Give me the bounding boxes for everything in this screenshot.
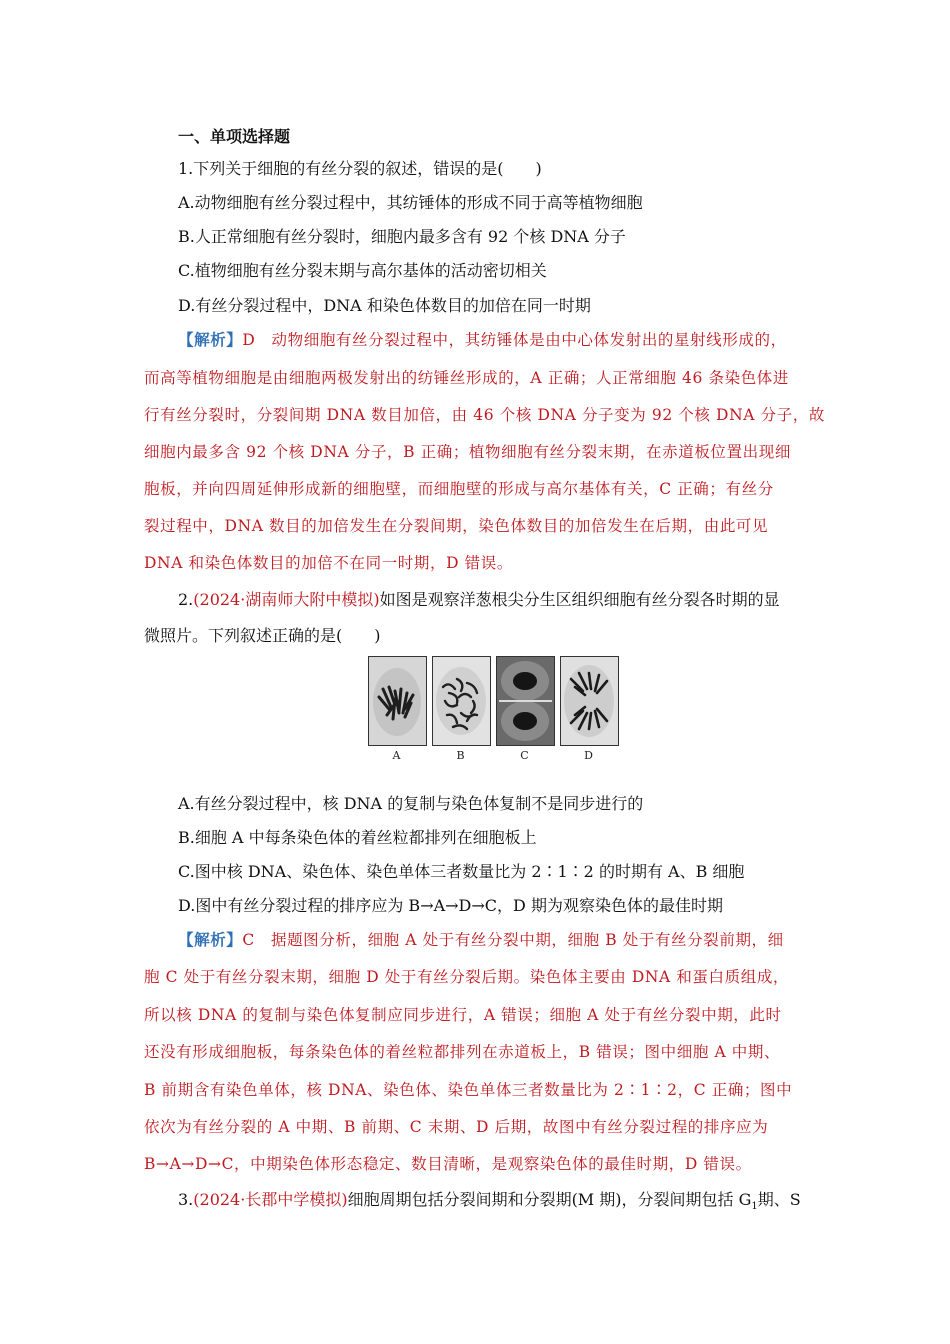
question-2-stem: 如图是观察洋葱根尖分生区组织细胞有丝分裂各时期的显 bbox=[379, 590, 780, 609]
question-1-option-a: A.动物细胞有丝分裂过程中，其纺锤体的形成不同于高等植物细胞 bbox=[178, 193, 643, 212]
micrograph-panel-b bbox=[432, 656, 491, 746]
question-2-analysis-line-1 bbox=[178, 929, 784, 951]
question-2-analysis-line-2: 胞 C 处于有丝分裂末期，细胞 D 处于有丝分裂后期。染色体主要由 DNA 和蛋白质组成， bbox=[144, 968, 790, 986]
micrograph-label-c: C bbox=[520, 749, 529, 762]
question-2-analysis-line-5: B 前期含有染色单体，核 DNA、染色体、染色单体三者数量比为 2∶1∶2，C 正确；图中 bbox=[144, 1081, 793, 1099]
question-3-subscript: 1 bbox=[751, 1201, 758, 1213]
micrograph-panel-c bbox=[496, 656, 555, 746]
question-1-analysis-line-3: 行有丝分裂时，分裂间期 DNA 数目加倍，由 46 个核 DNA 分子变为 92 个核 DNA 分子，故 bbox=[144, 406, 825, 424]
question-1-analysis-line-6: 裂过程中，DNA 数目的加倍发生在分裂间期，染色体数目的加倍发生在后期，由此可见 bbox=[144, 517, 769, 535]
question-1-analysis-line-5: 胞板，并向四周延伸形成新的细胞壁，而细胞壁的形成与高尔基体有关，C 正确；有丝分 bbox=[144, 480, 774, 498]
question-1-analysis-line-1 bbox=[178, 329, 787, 351]
analysis-tag: 【解析】 bbox=[178, 930, 243, 949]
question-3-stem-line-1 bbox=[178, 1189, 801, 1218]
micrograph-panel-a bbox=[368, 656, 427, 746]
question-2-option-a: A.有丝分裂过程中，核 DNA 的复制与染色体复制不是同步进行的 bbox=[178, 794, 644, 813]
question-2-analysis-line-3: 所以核 DNA 的复制与染色体复制应同步进行，A 错误；细胞 A 处于有丝分裂中期，此时 bbox=[144, 1006, 782, 1024]
micrograph-label-b: B bbox=[456, 749, 465, 762]
question-2-analysis-line-4: 还没有形成细胞板，每条染色体的着丝粒都排列在赤道板上，B 错误；图中细胞 A 中期、 bbox=[144, 1043, 781, 1061]
question-3-source: (2024·长郡中学模拟) bbox=[193, 1190, 348, 1209]
question-1-option-c: C.植物细胞有丝分裂末期与高尔基体的活动密切相关 bbox=[178, 261, 547, 280]
question-2-number: 2. bbox=[178, 590, 194, 609]
micrograph-label-d: D bbox=[584, 749, 593, 762]
analysis-text: D 动物细胞有丝分裂过程中，其纺锤体是由中心体发射出的星射线形成的， bbox=[242, 331, 787, 349]
question-2-option-c: C.图中核 DNA、染色体、染色单体三者数量比为 2∶1∶2 的时期有 A、B 细胞 bbox=[178, 862, 745, 881]
question-1-option-b: B.人正常细胞有丝分裂时，细胞内最多含有 92 个核 DNA 分子 bbox=[178, 227, 626, 246]
question-1-stem: 1.下列关于细胞的有丝分裂的叙述，错误的是( ) bbox=[178, 159, 542, 178]
question-1-option-d: D.有丝分裂过程中，DNA 和染色体数目的加倍在同一时期 bbox=[178, 296, 591, 315]
micrograph-figure bbox=[368, 656, 618, 764]
section-heading: 一、单项选择题 bbox=[178, 127, 291, 146]
question-2-option-d: D.图中有丝分裂过程的排序应为 B→A→D→C，D 期为观察染色体的最佳时期 bbox=[178, 896, 723, 915]
micrograph-panel-d bbox=[560, 656, 619, 746]
question-1-analysis-line-4: 细胞内最多含 92 个核 DNA 分子，B 正确；植物细胞有丝分裂末期，在赤道板位置出现细 bbox=[144, 443, 791, 461]
analysis-tag: 【解析】 bbox=[178, 330, 243, 349]
question-2-analysis-line-7: B→A→D→C，中期染色体形态稳定、数目清晰，是观察染色体的最佳时期，D 错误。 bbox=[144, 1155, 752, 1173]
question-1-analysis-line-7: DNA 和染色体数目的加倍不在同一时期，D 错误。 bbox=[144, 554, 513, 572]
question-3-stem: 细胞周期包括分裂间期和分裂期(M 期)，分裂间期包括 G bbox=[347, 1190, 752, 1209]
question-2-option-b: B.细胞 A 中每条染色体的着丝粒都排列在细胞板上 bbox=[178, 828, 537, 847]
question-2-source: (2024·湖南师大附中模拟) bbox=[193, 590, 380, 609]
question-2-stem-line-1 bbox=[178, 589, 780, 611]
question-3-stem-end: 期、S bbox=[757, 1190, 801, 1209]
question-3-number: 3. bbox=[178, 1190, 194, 1209]
question-2-stem-line-2: 微照片。下列叙述正确的是( ) bbox=[144, 626, 381, 645]
question-2-analysis-line-6: 依次为有丝分裂的 A 中期、B 前期、C 末期、D 后期，故图中有丝分裂过程的排序应为 bbox=[144, 1118, 769, 1136]
micrograph-label-a: A bbox=[392, 749, 401, 762]
analysis-text: C 据题图分析，细胞 A 处于有丝分裂中期，细胞 B 处于有丝分裂前期，细 bbox=[242, 931, 784, 949]
question-1-analysis-line-2: 而高等植物细胞是由细胞两极发射出的纺锤丝形成的，A 正确；人正常细胞 46 条染色体进 bbox=[144, 369, 790, 387]
